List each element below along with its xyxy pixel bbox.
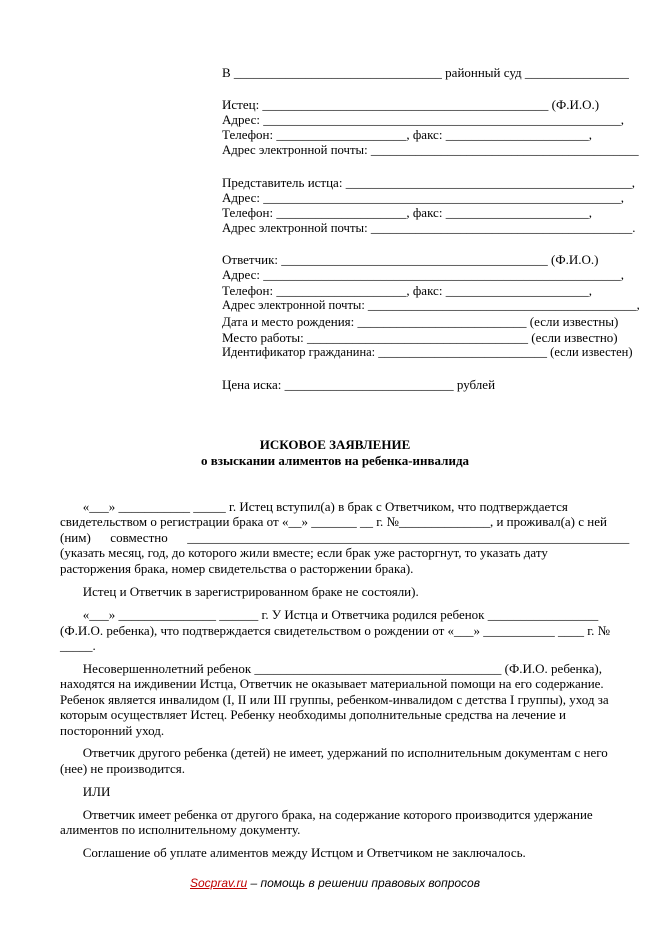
plaintiff-address-line: Адрес: _______________________________________________________, — [222, 112, 624, 127]
paragraph-marriage-line-5: расторжения брака, номер свидетельства о расторжении брака). — [60, 561, 414, 576]
paragraph-child-line-1: «___» _______________ ______ г. У Истца и Ответчика родился ребенок _________________ — [60, 607, 599, 622]
plaintiff-line: Истец: ____________________________________________ (Ф.И.О.) — [222, 97, 600, 112]
footer — [0, 876, 670, 890]
paragraph-disabled-line-5: посторонний уход. — [60, 723, 165, 738]
paragraph-marriage-line-3: (ним) совместно ____________________________________________________________________ — [60, 530, 630, 545]
court-line: В ________________________________ районный суд ________________ — [222, 65, 629, 80]
footer-tagline: – помощь в решении правовых вопросов — [247, 876, 480, 890]
defendant-email-line: Адрес электронной почты: ___________________________________________, — [222, 298, 640, 312]
paragraph-marriage-line-2: свидетельством о регистрации брака от «__» _______ __ г. №______________, и проживал(а) с ней — [60, 514, 607, 529]
or-label: ИЛИ — [60, 784, 111, 799]
site-link[interactable]: Socprav.ru — [190, 876, 248, 890]
paragraph-marriage-line-1: «___» ___________ _____ г. Истец вступил(а) в брак с Ответчиком, что подтверждается — [60, 499, 568, 514]
paragraph-child-line-2: (Ф.И.О. ребенка), что подтверждается свидетельством о рождении от «___» ___________ ____ г. № — [60, 623, 611, 638]
defendant-work-line: Место работы: __________________________________ (если известно) — [222, 330, 618, 345]
paragraph-disabled-line-4: которым осуществляет Истец. Ребенку необходимы дополнительные средства на лечение и — [60, 707, 566, 722]
paragraph-not-married: Истец и Ответчик в зарегистрированном браке не состояли). — [60, 584, 419, 599]
paragraph-no-other-children-line-1: Ответчик другого ребенка (детей) не имеет, удержаний по исполнительным документам с него — [60, 745, 608, 760]
representative-phone-line: Телефон: ____________________, факс: ______________________, — [222, 205, 592, 220]
representative-line: Представитель истца: ____________________________________________, — [222, 175, 635, 190]
claim-price-line: Цена иска: __________________________ рублей — [222, 377, 496, 392]
paragraph-other-children-line-1: Ответчик имеет ребенка от другого брака, на содержание которого производится удержание — [60, 807, 593, 822]
paragraph-no-agreement: Соглашение об уплате алиментов между Истцом и Ответчиком не заключалось. — [60, 845, 526, 860]
paragraph-marriage-line-4: (указать месяц, год, до которого жили вместе; если брак уже расторгнут, то указать дату — [60, 545, 548, 560]
paragraph-disabled-line-2: находятся на иждивении Истца, Ответчик не оказывает материальной помощи на его содержание. — [60, 676, 604, 691]
representative-address-line: Адрес: _______________________________________________________, — [222, 190, 624, 205]
paragraph-disabled-line-3: Ребенок является инвалидом (I, II или III группы, ребенком-инвалидом с детства I группы), уход за — [60, 692, 609, 707]
paragraph-other-children-line-2: алиментов по исполнительному документу. — [60, 822, 301, 837]
defendant-line: Ответчик: _________________________________________ (Ф.И.О.) — [222, 252, 599, 267]
paragraph-child-line-3: _____. — [60, 638, 96, 653]
paragraph-disabled-line-1: Несовершеннолетний ребенок ______________________________________ (Ф.И.О. ребенка), — [60, 661, 602, 676]
paragraph-no-other-children-line-2: (нее) не производится. — [60, 761, 186, 776]
representative-email-line: Адрес электронной почты: _________________________________________. — [222, 221, 636, 235]
document-title: ИСКОВОЕ ЗАЯВЛЕНИЕ — [259, 437, 411, 452]
defendant-address-line: Адрес: _______________________________________________________, — [222, 267, 624, 282]
defendant-phone-line: Телефон: ____________________, факс: ______________________, — [222, 283, 592, 298]
defendant-id-line: Идентификатор гражданина: ___________________________ (если известен) — [222, 345, 633, 359]
plaintiff-email-line: Адрес электронной почты: __________________________________________ — [222, 143, 639, 157]
defendant-birth-line: Дата и место рождения: __________________________ (если известны) — [222, 314, 619, 329]
plaintiff-phone-line: Телефон: ____________________, факс: ______________________, — [222, 127, 592, 142]
document-subtitle: о взыскании алиментов на ребенка-инвалида — [200, 453, 470, 468]
